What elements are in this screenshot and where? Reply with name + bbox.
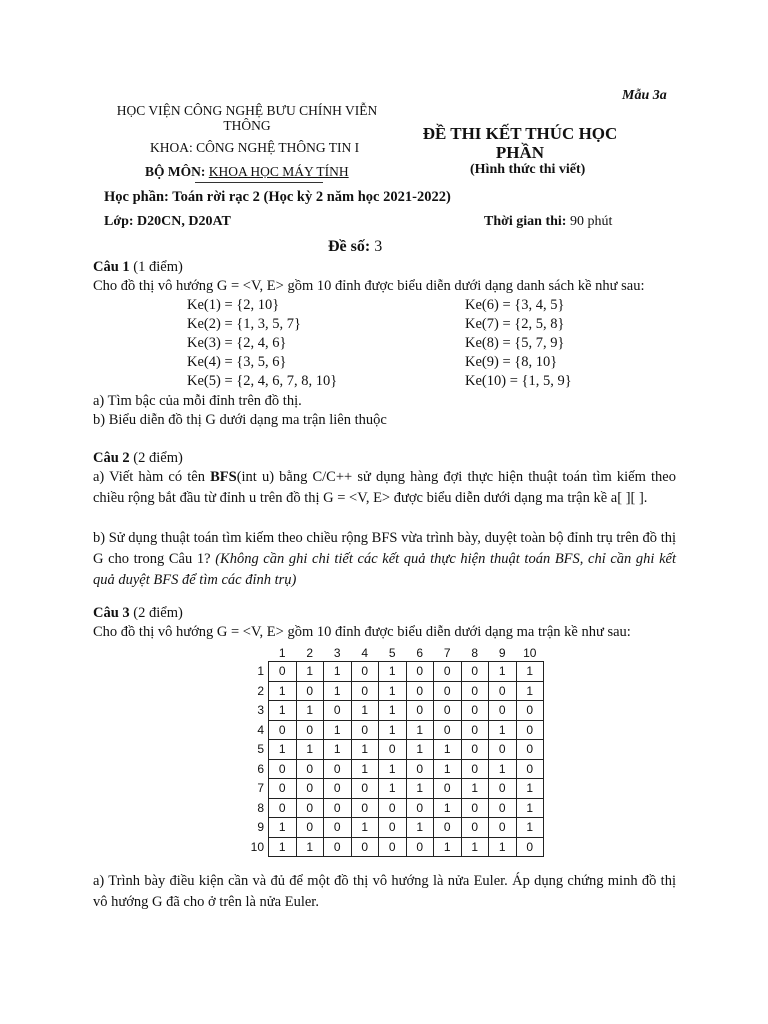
matrix-cell: 0 — [379, 818, 407, 838]
matrix-cell: 0 — [351, 798, 379, 818]
adjacency-list-item: Ke(4) = {3, 5, 6} — [187, 354, 287, 370]
matrix-cell: 1 — [516, 662, 544, 682]
question-2-part-b-note: (Không cần ghi chi tiết các kết quả thực hiện thuật toán BFS, chỉ cần ghi kết quả duyệt BFS để tìm các đỉnh trụ) — [93, 551, 676, 588]
matrix-cell: 1 — [269, 818, 297, 838]
matrix-cell: 0 — [296, 681, 324, 701]
matrix-cell: 1 — [351, 818, 379, 838]
matrix-cell: 1 — [269, 837, 297, 857]
question-2-title: Câu 2 — [93, 450, 130, 466]
matrix-cell: 1 — [351, 759, 379, 779]
matrix-cell: 1 — [489, 759, 517, 779]
matrix-cell: 1 — [351, 701, 379, 721]
matrix-cell: 0 — [406, 798, 434, 818]
matrix-column-header: 9 — [498, 646, 506, 660]
question-2-function-name: BFS — [210, 469, 237, 485]
matrix-cell: 0 — [434, 701, 462, 721]
matrix-corner — [236, 645, 269, 662]
header-divider — [195, 182, 323, 183]
matrix-cell: 1 — [351, 740, 379, 760]
matrix-cell: 0 — [379, 740, 407, 760]
matrix-cell: 0 — [516, 759, 544, 779]
matrix-cell: 1 — [516, 779, 544, 799]
matrix-column-header: 8 — [471, 646, 479, 660]
matrix-column-header: 2 — [306, 646, 314, 660]
matrix-row-header: 6 — [257, 761, 264, 776]
department-name: KHOA HỌC MÁY TÍNH — [208, 164, 349, 179]
department-label: BỘ MÔN: — [145, 164, 206, 179]
matrix-cell: 0 — [489, 681, 517, 701]
question-2-part-a-pre: a) Viết hàm có tên — [93, 469, 211, 485]
matrix-cell: 0 — [434, 662, 462, 682]
matrix-cell: 1 — [324, 740, 352, 760]
matrix-cell: 1 — [489, 720, 517, 740]
question-2-points: (2 điểm) — [129, 450, 183, 466]
matrix-row-header: 10 — [250, 839, 264, 854]
matrix-cell: 1 — [296, 701, 324, 721]
matrix-cell: 0 — [461, 720, 489, 740]
exam-form: (Hình thức thi viết) — [470, 162, 586, 177]
adjacency-list-item: Ke(5) = {2, 4, 6, 7, 8, 10} — [187, 373, 338, 389]
matrix-cell: 1 — [379, 662, 407, 682]
institution-name: HỌC VIỆN CÔNG NGHỆ BƯU CHÍNH VIỄN THÔNG — [116, 103, 378, 133]
matrix-cell: 0 — [269, 662, 297, 682]
matrix-cell: 0 — [434, 720, 462, 740]
matrix-cell: 1 — [406, 740, 434, 760]
matrix-cell: 0 — [351, 681, 379, 701]
matrix-row — [236, 798, 544, 818]
matrix-cell: 1 — [434, 740, 462, 760]
matrix-row — [236, 818, 544, 838]
matrix-cell: 0 — [351, 837, 379, 857]
question-2-heading — [93, 450, 183, 467]
matrix-cell: 0 — [324, 701, 352, 721]
matrix-cell: 1 — [296, 837, 324, 857]
matrix-cell: 1 — [269, 681, 297, 701]
matrix-cell: 1 — [516, 818, 544, 838]
matrix-cell: 1 — [406, 779, 434, 799]
matrix-cell: 1 — [516, 798, 544, 818]
question-3-intro: Cho đồ thị vô hướng G = <V, E> gồm 10 đỉnh được biểu diễn dưới dạng ma trận kề như sau: — [93, 624, 631, 640]
matrix-cell: 0 — [516, 720, 544, 740]
time-value: 90 phút — [566, 214, 613, 229]
question-2-part-a — [93, 467, 676, 509]
matrix-cell: 0 — [351, 720, 379, 740]
adjacency-list-item: Ke(1) = {2, 10} — [187, 297, 280, 313]
matrix-cell: 1 — [269, 740, 297, 760]
matrix-cell: 1 — [324, 681, 352, 701]
exam-title: ĐỀ THI KẾT THÚC HỌC PHẦN — [422, 124, 618, 162]
matrix-cell: 0 — [324, 837, 352, 857]
matrix-row-header: 8 — [257, 800, 264, 815]
matrix-cell: 1 — [379, 759, 407, 779]
matrix-cell: 0 — [324, 759, 352, 779]
matrix-column-header: 1 — [278, 646, 286, 660]
form-code: Mẫu 3a — [622, 88, 667, 103]
matrix-cell: 1 — [379, 681, 407, 701]
matrix-cell: 1 — [296, 662, 324, 682]
matrix-row-header: 2 — [257, 683, 264, 698]
matrix-cell: 0 — [461, 740, 489, 760]
adjacency-matrix — [236, 645, 544, 857]
matrix-row-header: 9 — [257, 820, 264, 835]
matrix-cell: 1 — [379, 779, 407, 799]
matrix-cell: 0 — [461, 681, 489, 701]
matrix-cell: 0 — [269, 798, 297, 818]
department-line — [145, 164, 349, 180]
adjacency-list-item: Ke(2) = {1, 3, 5, 7} — [187, 316, 301, 332]
matrix-row — [236, 759, 544, 779]
matrix-cell: 0 — [379, 798, 407, 818]
question-2-part-b-main: b) Sử dụng thuật toán tìm kiếm theo chiều rộng BFS vừa trình bày, duyệt toàn bộ đỉnh trụ trên đồ thị G cho trong Câu 1? — [93, 530, 676, 567]
matrix-cell: 1 — [461, 779, 489, 799]
matrix-cell: 1 — [406, 818, 434, 838]
matrix-row-header: 1 — [257, 664, 264, 679]
matrix-column-header: 10 — [523, 646, 537, 660]
question-3-heading — [93, 605, 183, 622]
matrix-cell: 0 — [379, 837, 407, 857]
matrix-row-header: 3 — [257, 703, 264, 718]
matrix-cell: 0 — [324, 779, 352, 799]
question-3-points: (2 điểm) — [129, 605, 183, 621]
matrix-row-header: 7 — [257, 781, 264, 796]
question-2-part-a-post: (int u) bằng C/C++ sử dụng hàng đợi thực hiện thuật toán tìm kiếm theo chiều rộng bắt đầu từ đỉnh u trên đồ thị G = <V, E> được biểu diễn dưới dạng ma trận kề a[ ][ ]. — [93, 469, 676, 506]
adjacency-list-item: Ke(3) = {2, 4, 6} — [187, 335, 287, 351]
matrix-cell: 0 — [461, 759, 489, 779]
matrix-row — [236, 681, 544, 701]
matrix-cell: 0 — [516, 837, 544, 857]
adjacency-list-item: Ke(10) = {1, 5, 9} — [465, 373, 572, 389]
matrix-cell: 0 — [296, 759, 324, 779]
matrix-cell: 0 — [296, 798, 324, 818]
matrix-cell: 1 — [516, 681, 544, 701]
matrix-cell: 1 — [269, 701, 297, 721]
adjacency-list-item: Ke(9) = {8, 10} — [465, 354, 558, 370]
matrix-row — [236, 720, 544, 740]
matrix-cell: 1 — [406, 720, 434, 740]
matrix-cell: 1 — [379, 701, 407, 721]
matrix-column-header: 3 — [333, 646, 341, 660]
matrix-cell: 1 — [489, 662, 517, 682]
matrix-column-header: 4 — [361, 646, 369, 660]
matrix-cell: 0 — [406, 701, 434, 721]
matrix-cell: 0 — [461, 798, 489, 818]
matrix-cell: 0 — [489, 701, 517, 721]
faculty-line — [150, 140, 359, 156]
matrix-cell: 0 — [434, 681, 462, 701]
question-1-part-a: a) Tìm bậc của mỗi đỉnh trên đồ thị. — [93, 393, 302, 409]
matrix-cell: 0 — [489, 818, 517, 838]
matrix-cell: 0 — [296, 720, 324, 740]
exam-number-value: 3 — [370, 238, 383, 255]
matrix-cell: 1 — [434, 837, 462, 857]
matrix-cell: 1 — [324, 720, 352, 740]
question-1-title: Câu 1 — [93, 259, 130, 275]
matrix-cell: 0 — [269, 779, 297, 799]
matrix-cell: 0 — [324, 818, 352, 838]
question-1-part-b: b) Biểu diễn đồ thị G dưới dạng ma trận liên thuộc — [93, 412, 387, 428]
matrix-cell: 0 — [406, 759, 434, 779]
time-label: Thời gian thi: — [484, 214, 567, 229]
matrix-cell: 0 — [434, 818, 462, 838]
time-line — [484, 214, 612, 230]
question-3-part-a: a) Trình bày điều kiện cần và đủ để một đồ thị vô hướng là nửa Euler. Áp dụng chứng minh đồ thị vô hướng G đã cho ở trên là nửa Euler. — [93, 873, 676, 910]
adjacency-list-item: Ke(6) = {3, 4, 5} — [465, 297, 565, 313]
matrix-cell: 0 — [296, 779, 324, 799]
matrix-cell: 1 — [434, 759, 462, 779]
matrix-cell: 0 — [516, 701, 544, 721]
matrix-cell: 1 — [324, 662, 352, 682]
matrix-row — [236, 662, 544, 682]
matrix-cell: 0 — [269, 759, 297, 779]
faculty-label: KHOA: — [150, 140, 193, 155]
matrix-row — [236, 837, 544, 857]
matrix-row-header: 4 — [257, 722, 264, 737]
matrix-cell: 0 — [461, 701, 489, 721]
matrix-cell: 0 — [461, 662, 489, 682]
adjacency-list-item: Ke(7) = {2, 5, 8} — [465, 316, 565, 332]
faculty-name: CÔNG NGHỆ THÔNG TIN I — [196, 140, 360, 155]
matrix-cell: 0 — [489, 740, 517, 760]
matrix-cell: 0 — [406, 681, 434, 701]
matrix-row — [236, 779, 544, 799]
adjacency-matrix-table — [236, 645, 544, 857]
question-1-points: (1 điểm) — [129, 259, 183, 275]
adjacency-list-item: Ke(8) = {5, 7, 9} — [465, 335, 565, 351]
matrix-cell: 0 — [461, 818, 489, 838]
exam-number — [328, 238, 382, 256]
question-3-title: Câu 3 — [93, 605, 130, 621]
matrix-column-header: 7 — [443, 646, 451, 660]
class-line: Lớp: D20CN, D20AT — [104, 214, 231, 229]
matrix-cell: 1 — [379, 720, 407, 740]
matrix-cell: 1 — [489, 837, 517, 857]
matrix-cell: 0 — [489, 779, 517, 799]
matrix-cell: 0 — [434, 779, 462, 799]
question-1-intro: Cho đồ thị vô hướng G = <V, E> gồm 10 đỉnh được biểu diễn dưới dạng danh sách kề như sau: — [93, 278, 645, 294]
exam-number-label: Đề số: — [328, 238, 371, 255]
matrix-cell: 0 — [351, 779, 379, 799]
question-1-heading — [93, 259, 183, 276]
matrix-row-header: 5 — [257, 742, 264, 757]
matrix-column-header: 6 — [416, 646, 424, 660]
matrix-cell: 0 — [516, 740, 544, 760]
matrix-column-header: 5 — [388, 646, 396, 660]
matrix-row — [236, 740, 544, 760]
question-2-part-b — [93, 528, 676, 591]
matrix-cell: 0 — [269, 720, 297, 740]
matrix-cell: 1 — [296, 740, 324, 760]
matrix-row — [236, 701, 544, 721]
matrix-cell: 1 — [461, 837, 489, 857]
course-line: Học phần: Toán rời rạc 2 (Học kỳ 2 năm học 2021-2022) — [104, 189, 451, 205]
matrix-cell: 0 — [351, 662, 379, 682]
matrix-cell: 0 — [406, 837, 434, 857]
matrix-cell: 0 — [324, 798, 352, 818]
matrix-cell: 0 — [296, 818, 324, 838]
matrix-cell: 0 — [489, 798, 517, 818]
matrix-cell: 0 — [406, 662, 434, 682]
matrix-cell: 1 — [434, 798, 462, 818]
